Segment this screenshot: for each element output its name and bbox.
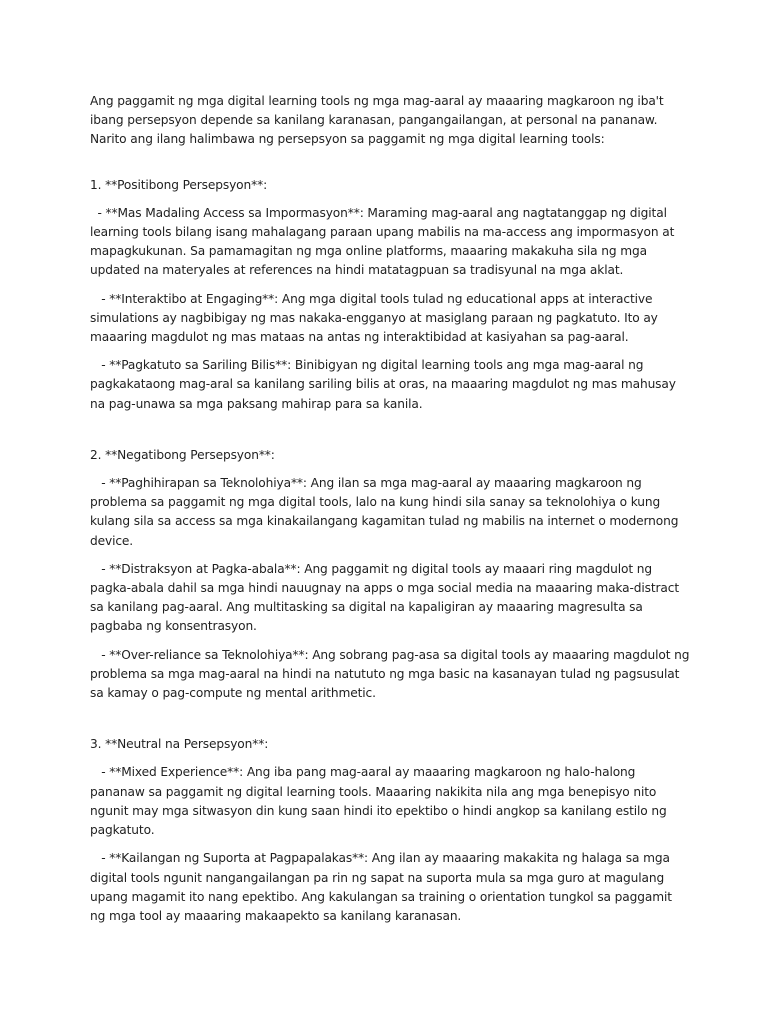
neutral-item-support-needed: - **Kailangan ng Suporta at Pagpapalakas**: Ang ilan ay maaaring makakita ng halaga sa mga digital tools ngunit nangangailangan pa rin ng sapat na suporta mula sa mga guro at magulang upang magamit ito nang epektibo. Ang kakulangan sa training o orientation tungkol sa paggamit ng mga tool ay maaaring makaapekto sa kanilang karanasan. (90, 851, 676, 923)
document-page (90, 92, 694, 935)
positive-item-self-paced: - **Pagkatuto sa Sariling Bilis**: Binibigyan ng digital learning tools ang mga mag-aaral ng pagkakataong mag-aral sa kanilang sariling bilis at oras, na maaaring magdulot ng mas mahusay na pag-unawa sa mga paksang mahirap para sa kanila. (90, 358, 680, 411)
section-heading-neutral: 3. **Neutral na Persepsyon**: (90, 737, 269, 752)
section-heading-negative: 2. **Negatibong Persepsyon**: (90, 447, 275, 462)
negative-item-technology-difficulty: - **Paghihirapan sa Teknolohiya**: Ang ilan sa mga mag-aaral ay maaaring magkaroon ng problema sa paggamit ng mga digital tools, lalo na kung hindi sila sanay sa teknolohiya o kung kulang sila sa access sa mga kinakailangang kagamitan tulad ng mabilis na internet o modernong device. (90, 476, 683, 548)
positive-item-interactive: - **Interaktibo at Engaging**: Ang mga digital tools tulad ng educational apps at interactive simulations ay nagbibigay ng mas nakaka-engganyo at masiglang paraan ng pagkatuto. Ito ay maaaring magdulot ng mas mataas na antas ng interaktibidad at kasiyahan sa pag-aaral. (90, 291, 662, 345)
section-heading-positive: 1. **Positibong Persepsyon**: (90, 177, 268, 192)
negative-item-over-reliance: - **Over-reliance sa Teknolohiya**: Ang sobrang pag-asa sa digital tools ay maaaring magdulot ng problema sa mga mag-aaral na hindi na natututo ng mga basic na kasanayan tulad ng pagsusulat sa kamay o pag-compute ng mental arithmetic. (90, 647, 694, 701)
intro-paragraph: Ang paggamit ng mga digital learning tools ng mga mag-aaral ay maaaring magkaroon ng iba't ibang persepsyon depende sa kanilang karanasan, pangangailangan, at personal na pananaw. Narito ang ilang halimbawa ng persepsyon sa paggamit ng mga digital learning tools: (90, 94, 668, 147)
neutral-item-mixed-experience: - **Mixed Experience**: Ang iba pang mag-aaral ay maaaring magkaroon ng halo-halong pananaw sa paggamit ng digital learning tools. Maaaring nakikita nila ang mga benepisyo nito ngunit may mga sitwasyon din kung saan hindi ito epektibo o hindi angkop sa kanilang estilo ng pagkatuto. (90, 765, 671, 838)
positive-item-access: - **Mas Madaling Access sa Impormasyon**: Maraming mag-aaral ang nagtatanggap ng digital learning tools bilang isang mahalagang paraan upang mabilis na ma-access ang impormasyon at mapagkukunan. Sa pamamagitan ng mga online platforms, maaaring makakuha sila ng mga updated na materyales at references na hindi matatagpuan sa tradisyunal na mga aklat. (90, 205, 678, 278)
negative-item-distraction: - **Distraksyon at Pagka-abala**: Ang paggamit ng digital tools ay maaari ring magdulot ng pagka-abala dahil sa mga hindi nauugnay na apps o mga social media na maaaring maka-distract sa kanilang pag-aaral. Ang multitasking sa digital na kapaligiran ay maaaring magresulta sa pagbaba ng konsentrasyon. (90, 561, 683, 634)
